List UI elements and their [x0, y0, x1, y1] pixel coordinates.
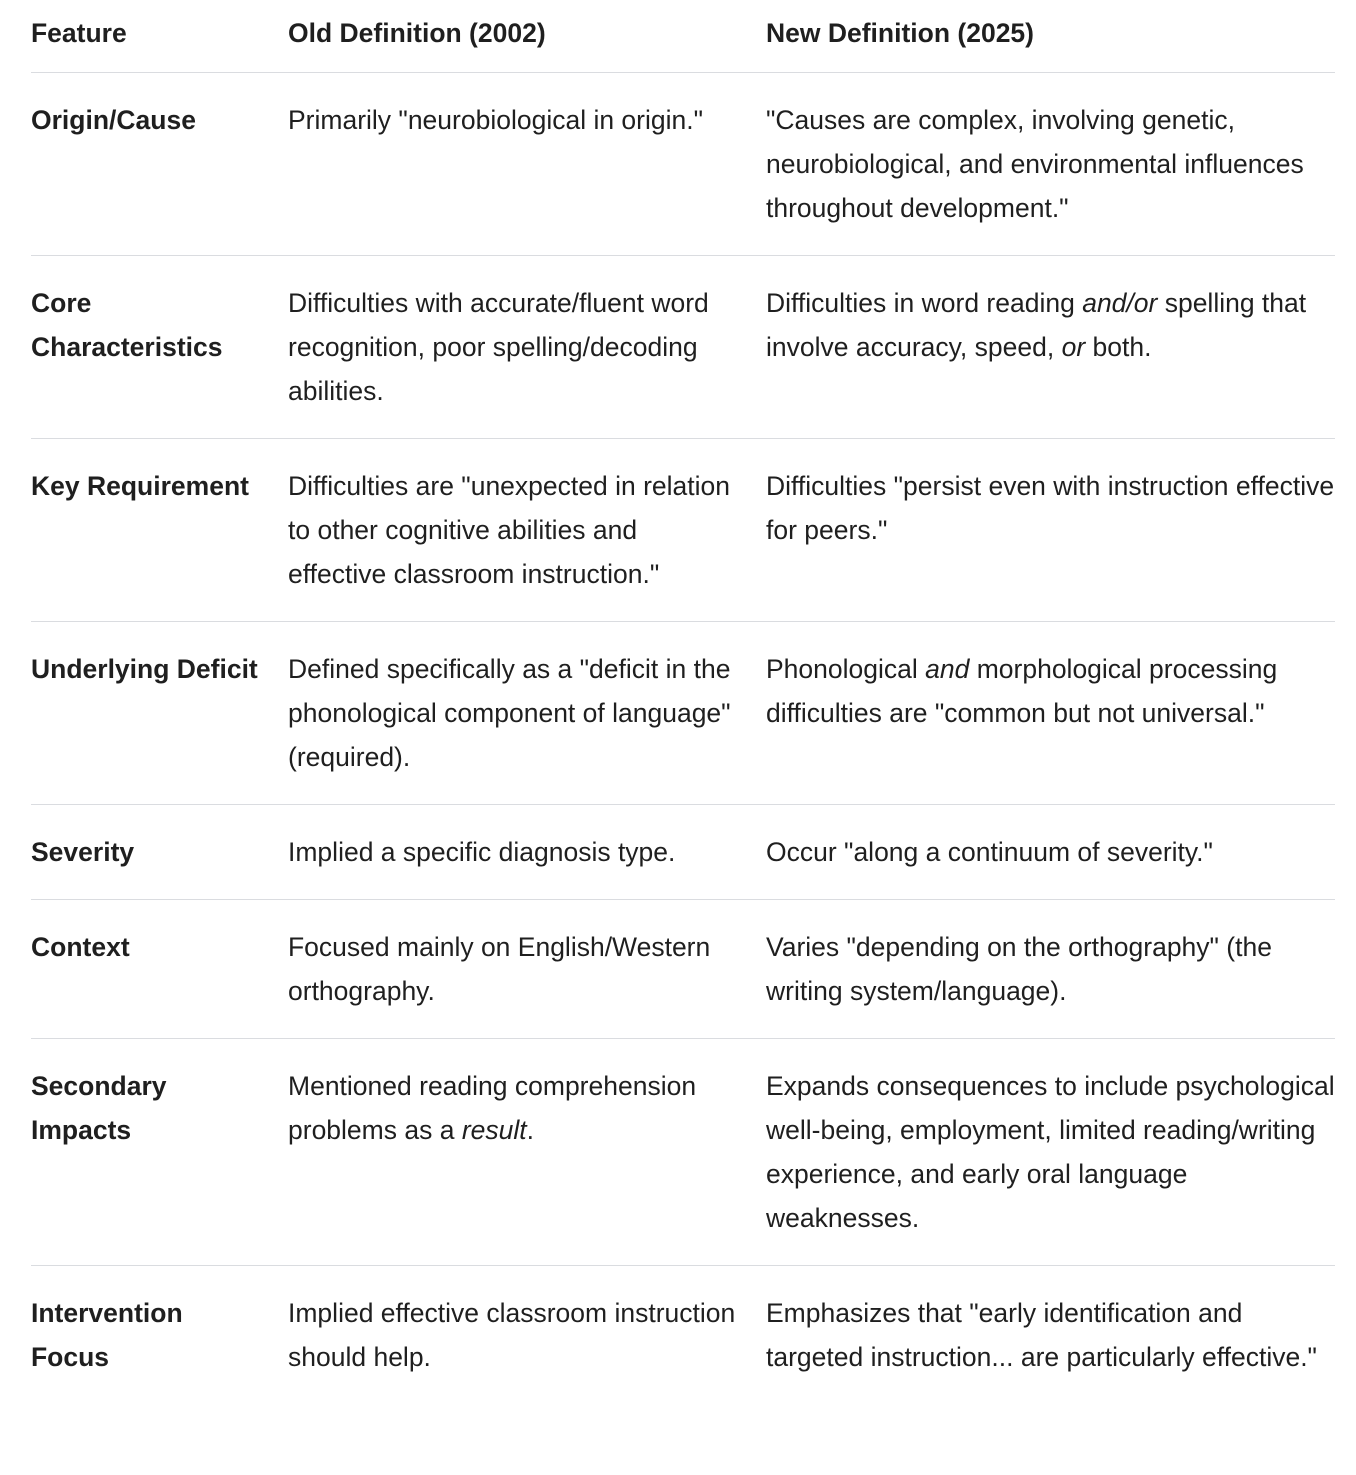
new-definition-cell: Difficulties in word reading and/or spelling that involve accuracy, speed, or both. — [766, 255, 1335, 438]
table-row — [31, 438, 1335, 621]
feature-cell: Core Characteristics — [31, 255, 288, 438]
table-row — [31, 255, 1335, 438]
feature-cell: Secondary Impacts — [31, 1038, 288, 1265]
emphasis-text: result — [461, 1114, 527, 1145]
old-definition-cell: Implied a specific diagnosis type. — [288, 804, 766, 899]
old-definition-cell: Implied effective classroom instruction should help. — [288, 1297, 736, 1372]
old-definition-cell: Defined specifically as a "deficit in the phonological component of language" (required). — [288, 621, 766, 804]
new-definition-cell: Occur "along a continuum of severity." — [766, 804, 1335, 899]
new-definition-cell: "Causes are complex, involving genetic, neurobiological, and environmental influences throughout development." — [766, 72, 1335, 255]
header-old-definition: Old Definition (2002) — [288, 0, 766, 72]
new-definition-cell: Emphasizes that "early identification and targeted instruction... are particularly effective." — [766, 1297, 1317, 1372]
old-definition-cell: Primarily "neurobiological in origin." — [288, 72, 766, 255]
feature-cell: Underlying Deficit — [31, 621, 288, 804]
table-row — [31, 621, 1335, 804]
feature-cell: Key Requirement — [31, 438, 288, 621]
emphasis-text: and/or — [1082, 287, 1158, 318]
old-definition-cell: Focused mainly on English/Western orthography. — [288, 899, 766, 1038]
old-definition-cell: Difficulties are "unexpected in relation to other cognitive abilities and effective classroom instruction." — [288, 438, 766, 621]
emphasis-text: or — [1061, 331, 1086, 362]
new-definition-cell: Difficulties "persist even with instruction effective for peers." — [766, 438, 1335, 621]
old-definition-cell: Difficulties with accurate/fluent word recognition, poor spelling/decoding abilities. — [288, 255, 766, 438]
table-row — [31, 804, 1335, 899]
feature-cell: Origin/Cause — [31, 72, 288, 255]
comparison-table-container — [31, 0, 1335, 1404]
emphasis-text: and — [925, 653, 970, 684]
table-header-row — [31, 0, 1335, 72]
header-new-definition: New Definition (2025) — [766, 0, 1335, 72]
old-definition-cell: Mentioned reading comprehension problems as a result. — [288, 1038, 766, 1265]
table-row — [31, 899, 1335, 1038]
feature-cell: Severity — [31, 804, 288, 899]
table-row — [31, 72, 1335, 255]
feature-cell: Intervention Focus — [31, 1297, 183, 1372]
table-row — [31, 1038, 1335, 1265]
header-feature: Feature — [31, 0, 288, 72]
new-definition-cell: Expands consequences to include psychological well-being, employment, limited reading/writing experience, and early oral language weaknesses. — [766, 1038, 1335, 1265]
new-definition-cell: Varies "depending on the orthography" (the writing system/language). — [766, 899, 1335, 1038]
feature-cell: Context — [31, 899, 288, 1038]
new-definition-cell: Phonological and morphological processing difficulties are "common but not universal." — [766, 621, 1335, 804]
definition-comparison-table — [31, 0, 1335, 1404]
table-row — [31, 1265, 1335, 1404]
